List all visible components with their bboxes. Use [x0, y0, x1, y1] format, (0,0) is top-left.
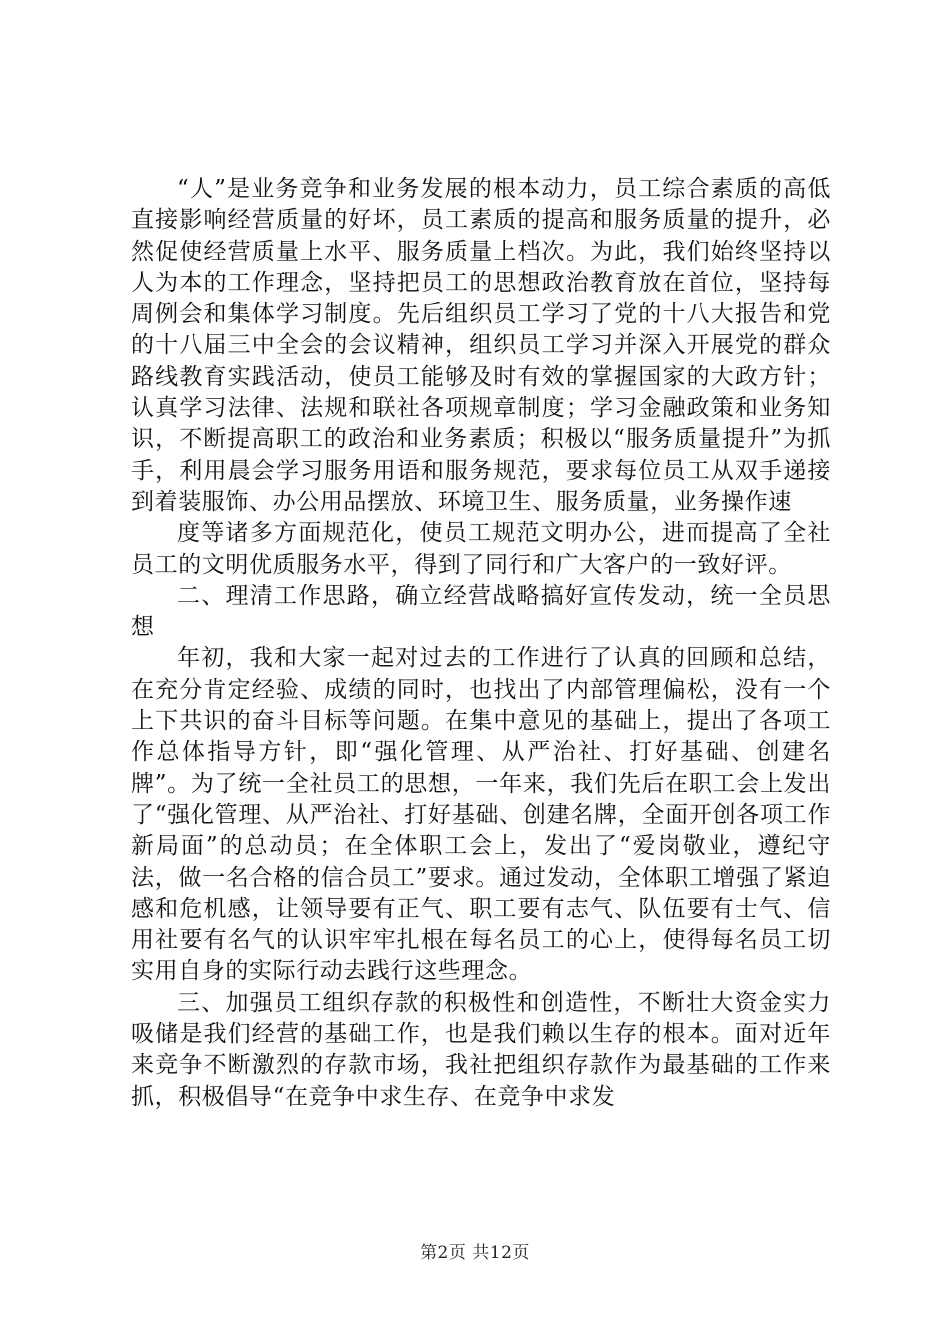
- paragraph-staff-training: “人”是业务竞争和业务发展的根本动力，员工综合素质的高低直接影响经营质量的好坏，员工素质的提高和服务质量的提升，必然促使经营质量上水平、服务质量上档次。为此，我们始终坚持以人为本的工作理念，坚持把员工的思想政治教育放在首位，坚持每周例会和集体学习制度。先后组织员工学习了党的十八大报告和党的十八届三中全会的会议精神，组织员工学习并深入开展党的群众路线教育实践活动，使员工能够及时有效的掌握国家的大政方针；认真学习法律、法规和联社各项规章制度；学习金融政策和业务知识，不断提高职工的政治和业务素质；积极以“服务质量提升”为抓手，利用晨会学习服务用语和服务规范，要求每位员工从双手递接到着装服饰、办公用品摆放、环境卫生、服务质量，业务操作速: [131, 176, 831, 515]
- section-heading-deposits: 三、加强员工组织存款的积极性和创造性，不断壮大资金实力吸储是我们经营的基础工作，也是我们赖以生存的根本。面对近年来竞争不断激烈的存款市场，我社把组织存款作为最基础的工作来抓，积极倡导“在竞争中求生存、在竞争中求发: [131, 989, 831, 1110]
- section-heading-work-strategy: 二、理清工作思路，确立经营战略搞好宣传发动，统一全员思想: [131, 582, 831, 641]
- paragraph-year-review: 年初，我和大家一起对过去的工作进行了认真的回顾和总结，在充分肯定经验、成绩的同时，也找出了内部管理偏松，没有一个上下共识的奋斗目标等问题。在集中意见的基础上，提出了各项工作总体指导方针，即“强化管理、从严治社、打好基础、创建名牌”。为了统一全社员工的思想，一年来，我们先后在职工会上发出了“强化管理、从严治社、打好基础、创建名牌，全面开创各项工作新局面”的总动员；在全体职工会上，发出了“爱岗敬业，遵纪守法，做一名合格的信合员工”要求。通过发动，全体职工增强了紧迫感和危机感，让领导要有正气、职工要有志气、队伍要有士气、信用社要有名气的认识牢牢扎根在每名员工的心上，使得每名员工切实用自身的实际行动去践行这些理念。: [131, 645, 831, 985]
- page-number-footer: 第2页 共12页: [420, 1243, 530, 1263]
- document-body: [131, 174, 831, 1113]
- paragraph-service-standards: 度等诸多方面规范化，使员工规范文明办公，进而提高了全社员工的文明优质服务水平，得到了同行和广大客户的一致好评。: [131, 520, 831, 578]
